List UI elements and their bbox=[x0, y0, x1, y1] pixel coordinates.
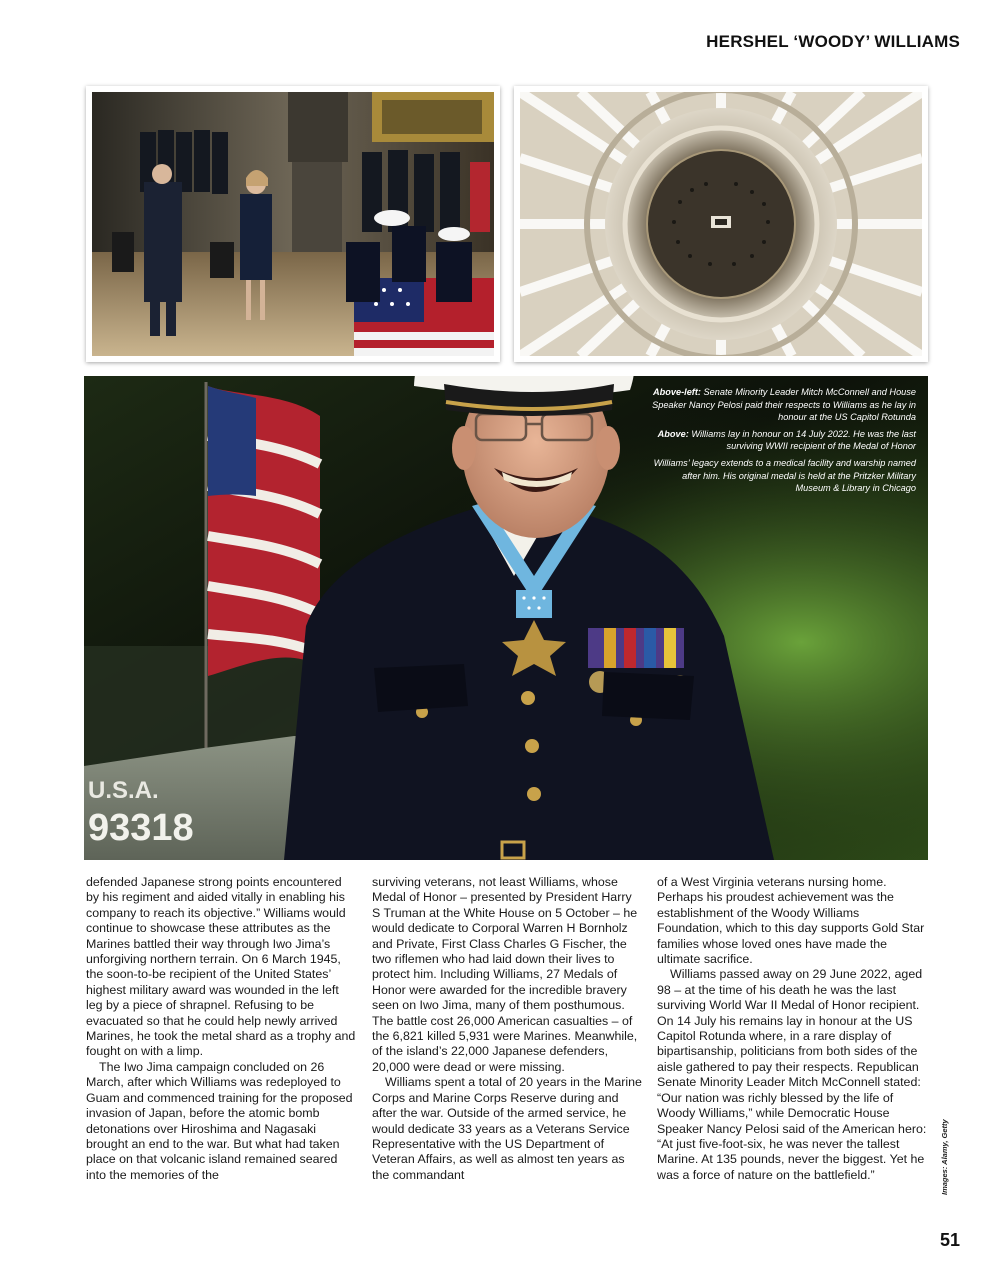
rotunda-ceremony-illustration bbox=[92, 92, 494, 356]
jeep-marking: U.S.A. bbox=[88, 777, 159, 804]
body-paragraph: of a West Virginia veterans nursing home. Perhaps his proudest achievement was the establishment of the Woody Williams Foundation, which to this day supports Gold Star families whose loved ones have made the ultimate sacrifice. bbox=[657, 875, 925, 967]
article-body bbox=[86, 875, 928, 1205]
body-column-3 bbox=[657, 875, 927, 1183]
caption-above-left bbox=[646, 386, 916, 424]
caption-text: Williams’ legacy extends to a medical facility and warship named after him. His original medal is held at the Pritzker Military Museum & Library in Chicago bbox=[653, 457, 916, 494]
capitol-dome-photo bbox=[520, 92, 922, 356]
body-paragraph: surviving veterans, not least Williams, whose Medal of Honor – presented by President Harry S Truman at the White House on 5 October – he would dedicate to Corporal Warren H Bornholz and Private, First Class Charles G Fischer, the two riflemen who had laid down their lives to protect him. Including Williams, 27 Medals of Honor were awarded for the incredible bravery seen on Iwo Jima, many of them posthumous. The battle cost 26,000 American casualties – of the 6,821 killed 5,931 were Marines. Meanwhile, of the island’s 22,000 Japanese defenders, 20,000 were dead or were missing. bbox=[372, 875, 638, 1074]
capitol-dome-photo-frame bbox=[514, 86, 928, 362]
image-credit: Images: Alamy, Getty bbox=[940, 1119, 949, 1195]
caption-lead: Above: bbox=[657, 428, 689, 439]
caption-lead: Above-left: bbox=[653, 387, 701, 397]
body-column-2 bbox=[372, 875, 642, 1183]
body-paragraph: Williams passed away on 29 June 2022, aged 98 – at the time of his death he was the last surviving World War II Medal of Honor recipient. On 14 July his remains lay in honour at the US Capitol Rotunda where, in a rare display of bipartisanship, politicians from both sides of the aisle gathered to pay their respects. Republican Senate Minority Leader Mitch McConnell stated: “Our nation was richly blessed by the life of Woody Williams,” while Democratic House Speaker Nancy Pelosi said of the American hero: “At just five-foot-six, he was never the tallest Marine. At 135 pounds, never the biggest. Yet he was a force of nature on the battlefield.” bbox=[657, 967, 927, 1182]
body-paragraph: The Iwo Jima campaign concluded on 26 March, after which Williams was redeployed to Guam and commenced training for the proposed invasion of Japan, before the atomic bomb detonations over Hiroshima and Nagasaki brought an end to the war. But what had taken place on that volcanic island remained seared into the memories of the bbox=[86, 1059, 353, 1182]
rotunda-ceremony-photo bbox=[92, 92, 494, 356]
rotunda-ceremony-photo-frame bbox=[86, 86, 500, 362]
caption-above bbox=[646, 428, 916, 453]
caption-legacy bbox=[646, 457, 916, 495]
caption-text: Senate Minority Leader Mitch McConnell and House Speaker Nancy Pelosi paid their respects to Williams as he lay in honour at the US Capitol Rotunda bbox=[652, 387, 916, 423]
jeep-number: 93318 bbox=[88, 807, 194, 849]
page-number: 51 bbox=[939, 1230, 960, 1250]
body-paragraph: defended Japanese strong points encountered by his regiment and aided vitally in enabling his company to reach its objective.” Williams would continue to showcase these attributes as the Marines battled their way through Iwo Jima’s unforgiving northern terrain. On 6 March 1945, the soon-to-be recipient of the United States’ highest military award was wounded in the left leg by a piece of shrapnel. Refusing to be evacuated so that he could help newly arrived Marines, he took the metal shard as a trophy and fought on with a limp. bbox=[86, 875, 356, 1059]
photo-captions bbox=[646, 386, 916, 499]
running-header: HERSHEL ‘WOODY’ WILLIAMS bbox=[706, 32, 960, 51]
body-column-1 bbox=[86, 875, 356, 1183]
caption-text: Williams lay in honour on 14 July 2022. He was the last surviving WWII recipient of the Medal of Honor bbox=[691, 428, 916, 452]
capitol-dome-illustration bbox=[520, 92, 922, 356]
williams-portrait-photo bbox=[84, 376, 928, 860]
body-paragraph: Williams spent a total of 20 years in the Marine Corps and Marine Corps Reserve during and after the war. Outside of the armed service, he would dedicate 33 years as a Veterans Service Representative with the US Department of Veteran Affairs, as well as almost ten years as the commandant bbox=[372, 1075, 642, 1182]
